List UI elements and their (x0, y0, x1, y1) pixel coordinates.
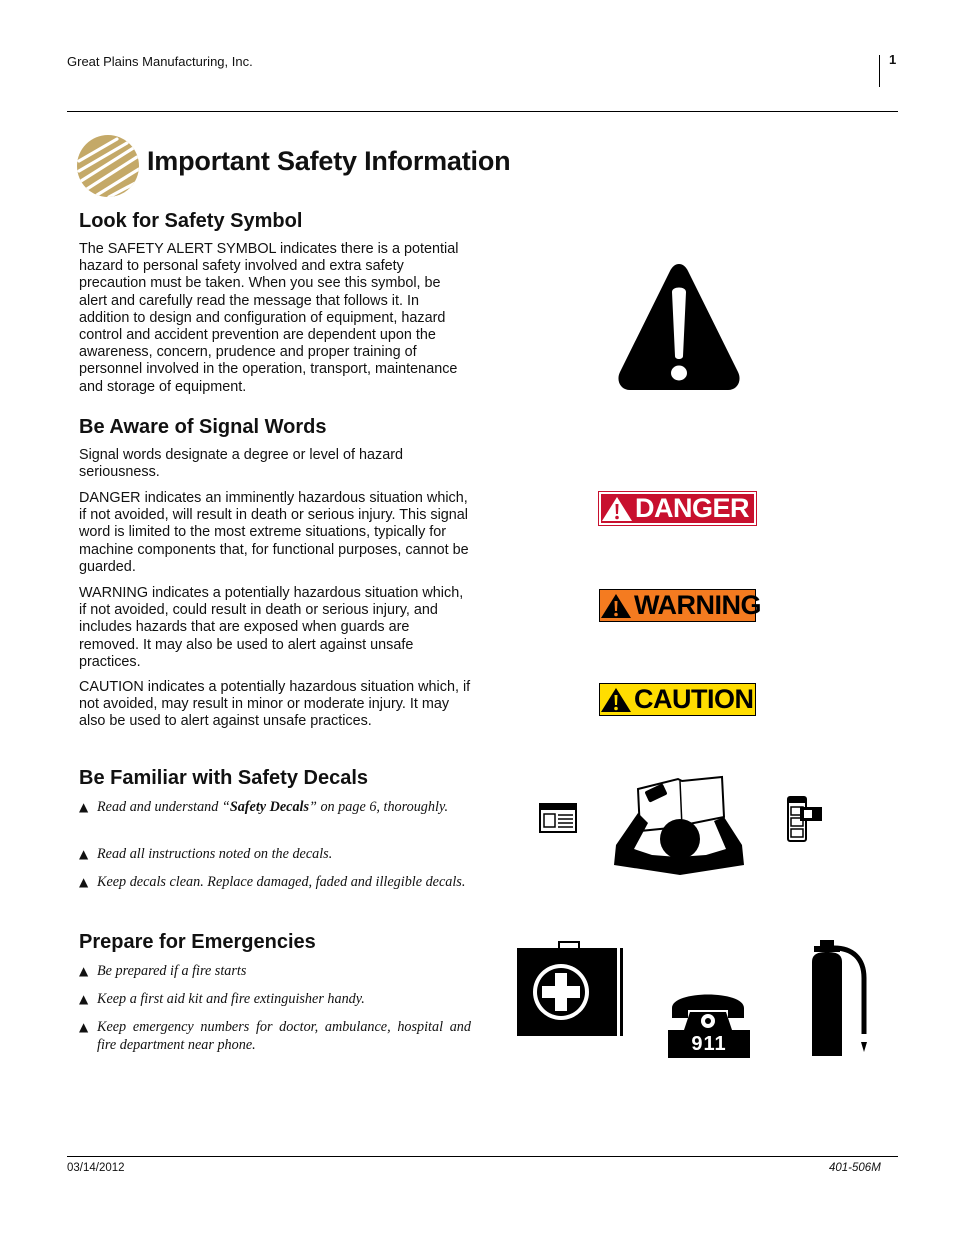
heading-emergencies: Prepare for Emergencies (79, 931, 316, 953)
warning-triangle-icon (600, 593, 632, 619)
heading-safety-symbol: Look for Safety Symbol (79, 210, 303, 232)
bullet-triangle-icon: ▲ (79, 964, 89, 978)
danger-signal-label (599, 492, 756, 525)
header-company: Great Plains Manufacturing, Inc. (67, 54, 253, 69)
reading-person (614, 777, 744, 875)
decals-bullet-3: ▲ Keep decals clean. Replace damaged, faded and illegible decals. (79, 874, 466, 890)
danger-label-text: DANGER (635, 493, 750, 523)
emergency-bullet-2: ▲ Keep a first aid kit and fire extinguisher handy. (79, 991, 365, 1007)
warning-label-text: WARNING (634, 590, 761, 620)
footer-date: 03/14/2012 (67, 1162, 125, 1174)
safety-symbol-body: The SAFETY ALERT SYMBOL indicates there is a potential hazard to personal safety involved and extra safety precaution must be taken. When you see this symbol, be alert and carefully read the message that follows it. In addition to design and configuration of equipment, hazard control and accident prevention are dependent upon the awareness, concern, prudence and proper training of personnel involved in the operation, transport, maintenance and storage of equipment. (79, 241, 459, 395)
person-reading-manual-icon (538, 773, 830, 879)
bullet-triangle-icon: ▲ (79, 800, 89, 814)
decals-bullet-1: ▲ Read and understand “Safety Decals” on page 6, thoroughly. (79, 799, 449, 815)
danger-description: DANGER indicates an imminently hazardous situation which, if not avoided, will result in death or serious injury. This signal word is limited to the most extreme situations, typically for machine components that, for functional purposes, cannot be guarded. (79, 490, 469, 575)
safety-alert-triangle-icon (616, 258, 742, 394)
emergency-number-label: 911 (691, 1033, 727, 1055)
caution-signal-label (599, 683, 756, 716)
page-number: 1 (889, 52, 897, 67)
emergency-bullet-3: ▲ Keep emergency numbers for doctor, ambulance, hospital and fire department near phone. (79, 1019, 471, 1053)
great-plains-logo-icon (77, 135, 139, 197)
warning-signal-label (599, 589, 761, 622)
signal-words-intro: Signal words designate a degree or level of hazard seriousness. (79, 447, 403, 481)
decals-bullet-2: ▲ Read all instructions noted on the decals. (79, 846, 333, 862)
page-title: Important Safety Information (147, 146, 511, 176)
first-aid-kit-icon (516, 941, 624, 1037)
warning-triangle-icon (600, 687, 632, 713)
caution-label-text: CAUTION (634, 684, 754, 714)
safety-decals-link[interactable]: Safety Decals (229, 799, 310, 815)
heading-safety-decals: Be Familiar with Safety Decals (79, 767, 369, 789)
emergency-bullet-1: ▲ Be prepared if a fire starts (79, 963, 247, 979)
header-rule (67, 111, 898, 112)
bullet-triangle-icon: ▲ (79, 1020, 89, 1034)
warning-description: WARNING indicates a potentially hazardous situation which, if not avoided, could result in death or serious injury, and includes hazards that are exposed when guards are removed. It may also be used to alert against unsafe practices. (79, 585, 464, 670)
bullet-triangle-icon: ▲ (79, 992, 89, 1006)
caution-description: CAUTION indicates a potentially hazardous situation which, if not avoided, may result in minor or moderate injury. It may also be used to alert against unsafe practices. (79, 679, 471, 730)
decal-icon-left (540, 804, 576, 832)
fire-extinguisher-icon (806, 938, 872, 1058)
decal-icon-right (788, 797, 822, 841)
bullet-triangle-icon: ▲ (79, 875, 89, 889)
header-divider (879, 55, 880, 87)
footer-rule (67, 1156, 898, 1157)
footer-doc-code: 401-506M (829, 1162, 881, 1174)
bullet-triangle-icon: ▲ (79, 847, 89, 861)
heading-signal-words: Be Aware of Signal Words (79, 416, 327, 438)
warning-triangle-icon (601, 496, 633, 522)
